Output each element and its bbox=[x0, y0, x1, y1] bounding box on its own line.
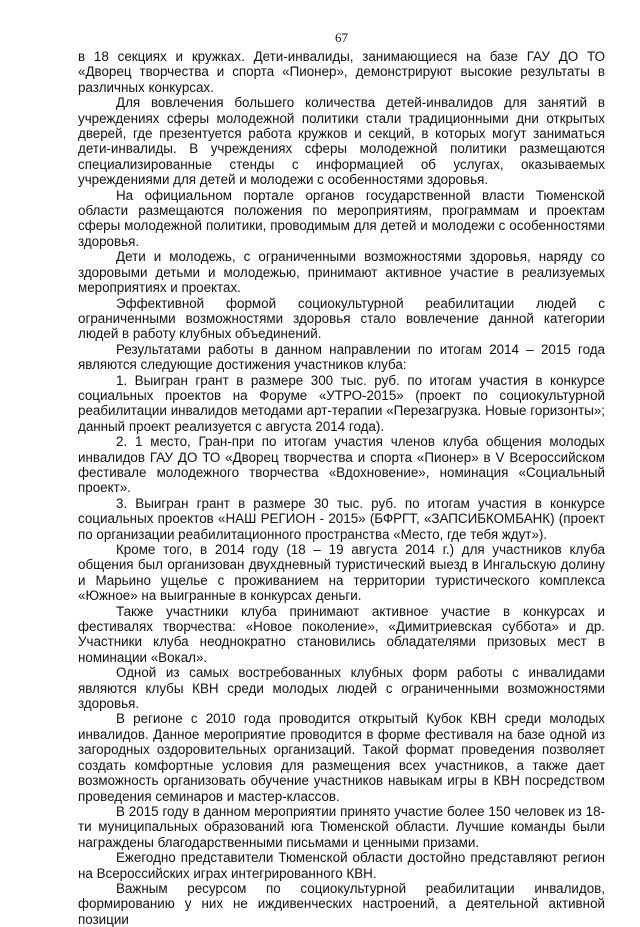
page-number: 67 bbox=[335, 30, 348, 45]
paragraph: Кроме того, в 2014 году (18 – 19 августа 2014 г.) для участников клуба общения был организован двухдневный туристический выезд в Ингальскую долину и Марьино ущелье с проживанием на территории туристического комплекса «Южное» на выигранные в конкурсах деньги. bbox=[78, 542, 605, 604]
paragraph: Дети и молодежь, с ограниченными возможностями здоровья, наряду со здоровыми детьми и молодежью, принимают активное участие в реализуемых мероприятиях и проектах. bbox=[78, 249, 605, 296]
document-page bbox=[78, 30, 605, 927]
list-item: 3. Выигран грант в размере 30 тыс. руб. по итогам участия в конкурсе социальных проектов «НАШ РЕГИОН - 2015» (БФРГТ, «ЗАПСИБКОМБАНК) (проект по организации реабилитационного пространства «Место, где тебя ждут»). bbox=[78, 495, 605, 542]
paragraph: Также участники клуба принимают активное участие в конкурсах и фестивалях творчества: «Новое поколение», «Димитриевская суббота» и др. Участники клуба неоднократно становились обладателями призовых мест в номинации «Вокал». bbox=[78, 603, 605, 665]
paragraph: На официальном портале органов государственной власти Тюменской области размещаются положения по мероприятиям, программам и проектам сферы молодежной политики, проводимым для детей и молодежи с особенностями здоровья. bbox=[78, 187, 605, 249]
paragraph: Ежегодно представители Тюменской области достойно представляют регион на Всероссийских играх интегрированного КВН. bbox=[78, 850, 605, 881]
paragraph: В регионе с 2010 года проводится открытый Кубок КВН среди молодых инвалидов. Данное мероприятие проводится в форме фестиваля на базе одной из загородных оздоровительных организаций. Такой формат проведения позволяет создать комфортные условия для размещения всех участников, а также дает возможность организовать обучение участников навыкам игры в КВН посредством проведения семинаров и мастер-классов. bbox=[78, 711, 605, 804]
paragraph: В 2015 году в данном мероприятии принято участие более 150 человек из 18-ти муниципальных образований юга Тюменской области. Лучшие команды были награждены благодарственными письмами и ценными призами. bbox=[78, 803, 605, 850]
paragraph: Для вовлечения большего количества детей-инвалидов для занятий в учреждениях сферы молодежной политики стали традиционными дни открытых дверей, где презентуется работа кружков и секций, в которых могут заниматься дети-инвалиды. В учреждениях сферы молодежной политики размещаются специализированные стенды с информацией об услугах, оказываемых учреждениями для детей и молодежи с особенностями здоровья. bbox=[78, 95, 605, 188]
paragraph: Одной из самых востребованных клубных форм работы с инвалидами являются клубы КВН среди молодых людей с ограниченными возможностями здоровья. bbox=[78, 665, 605, 712]
list-item: 1. Выигран грант в размере 300 тыс. руб. по итогам участия в конкурсе социальных проектов на Форуме «УТРО-2015» (проект по социокультурной реабилитации инвалидов методами арт-терапии «Перезагрузка. Новые горизонты»; данный проект реализуется с августа 2014 года). bbox=[78, 372, 605, 434]
body-text bbox=[78, 49, 605, 927]
paragraph: Результатами работы в данном направлении по итогам 2014 – 2015 года являются следующие достижения участников клуба: bbox=[78, 341, 605, 373]
paragraph: Важным ресурсом по социокультурной реабилитации инвалидов, формированию у них не иждивенческих настроений, а деятельной активной позиции bbox=[78, 880, 605, 927]
list-item: 2. 1 место, Гран-при по итогам участия членов клуба общения молодых инвалидов ГАУ ДО ТО «Дворец творчества и спорта «Пионер» в V Всероссийском фестивале молодежного творчества «Вдохновение», номинация «Социальный проект». bbox=[78, 434, 605, 496]
paragraph: Эффективной формой социокультурной реабилитации людей с ограниченными возможностями здоровья стало вовлечение данной категории людей в работу клубных объединений. bbox=[78, 295, 605, 342]
paragraph: в 18 секциях и кружках. Дети-инвалиды, занимающиеся на базе ГАУ ДО ТО «Дворец творчества и спорта «Пионер», демонстрируют высокие результаты в различных конкурсах. bbox=[78, 49, 605, 95]
